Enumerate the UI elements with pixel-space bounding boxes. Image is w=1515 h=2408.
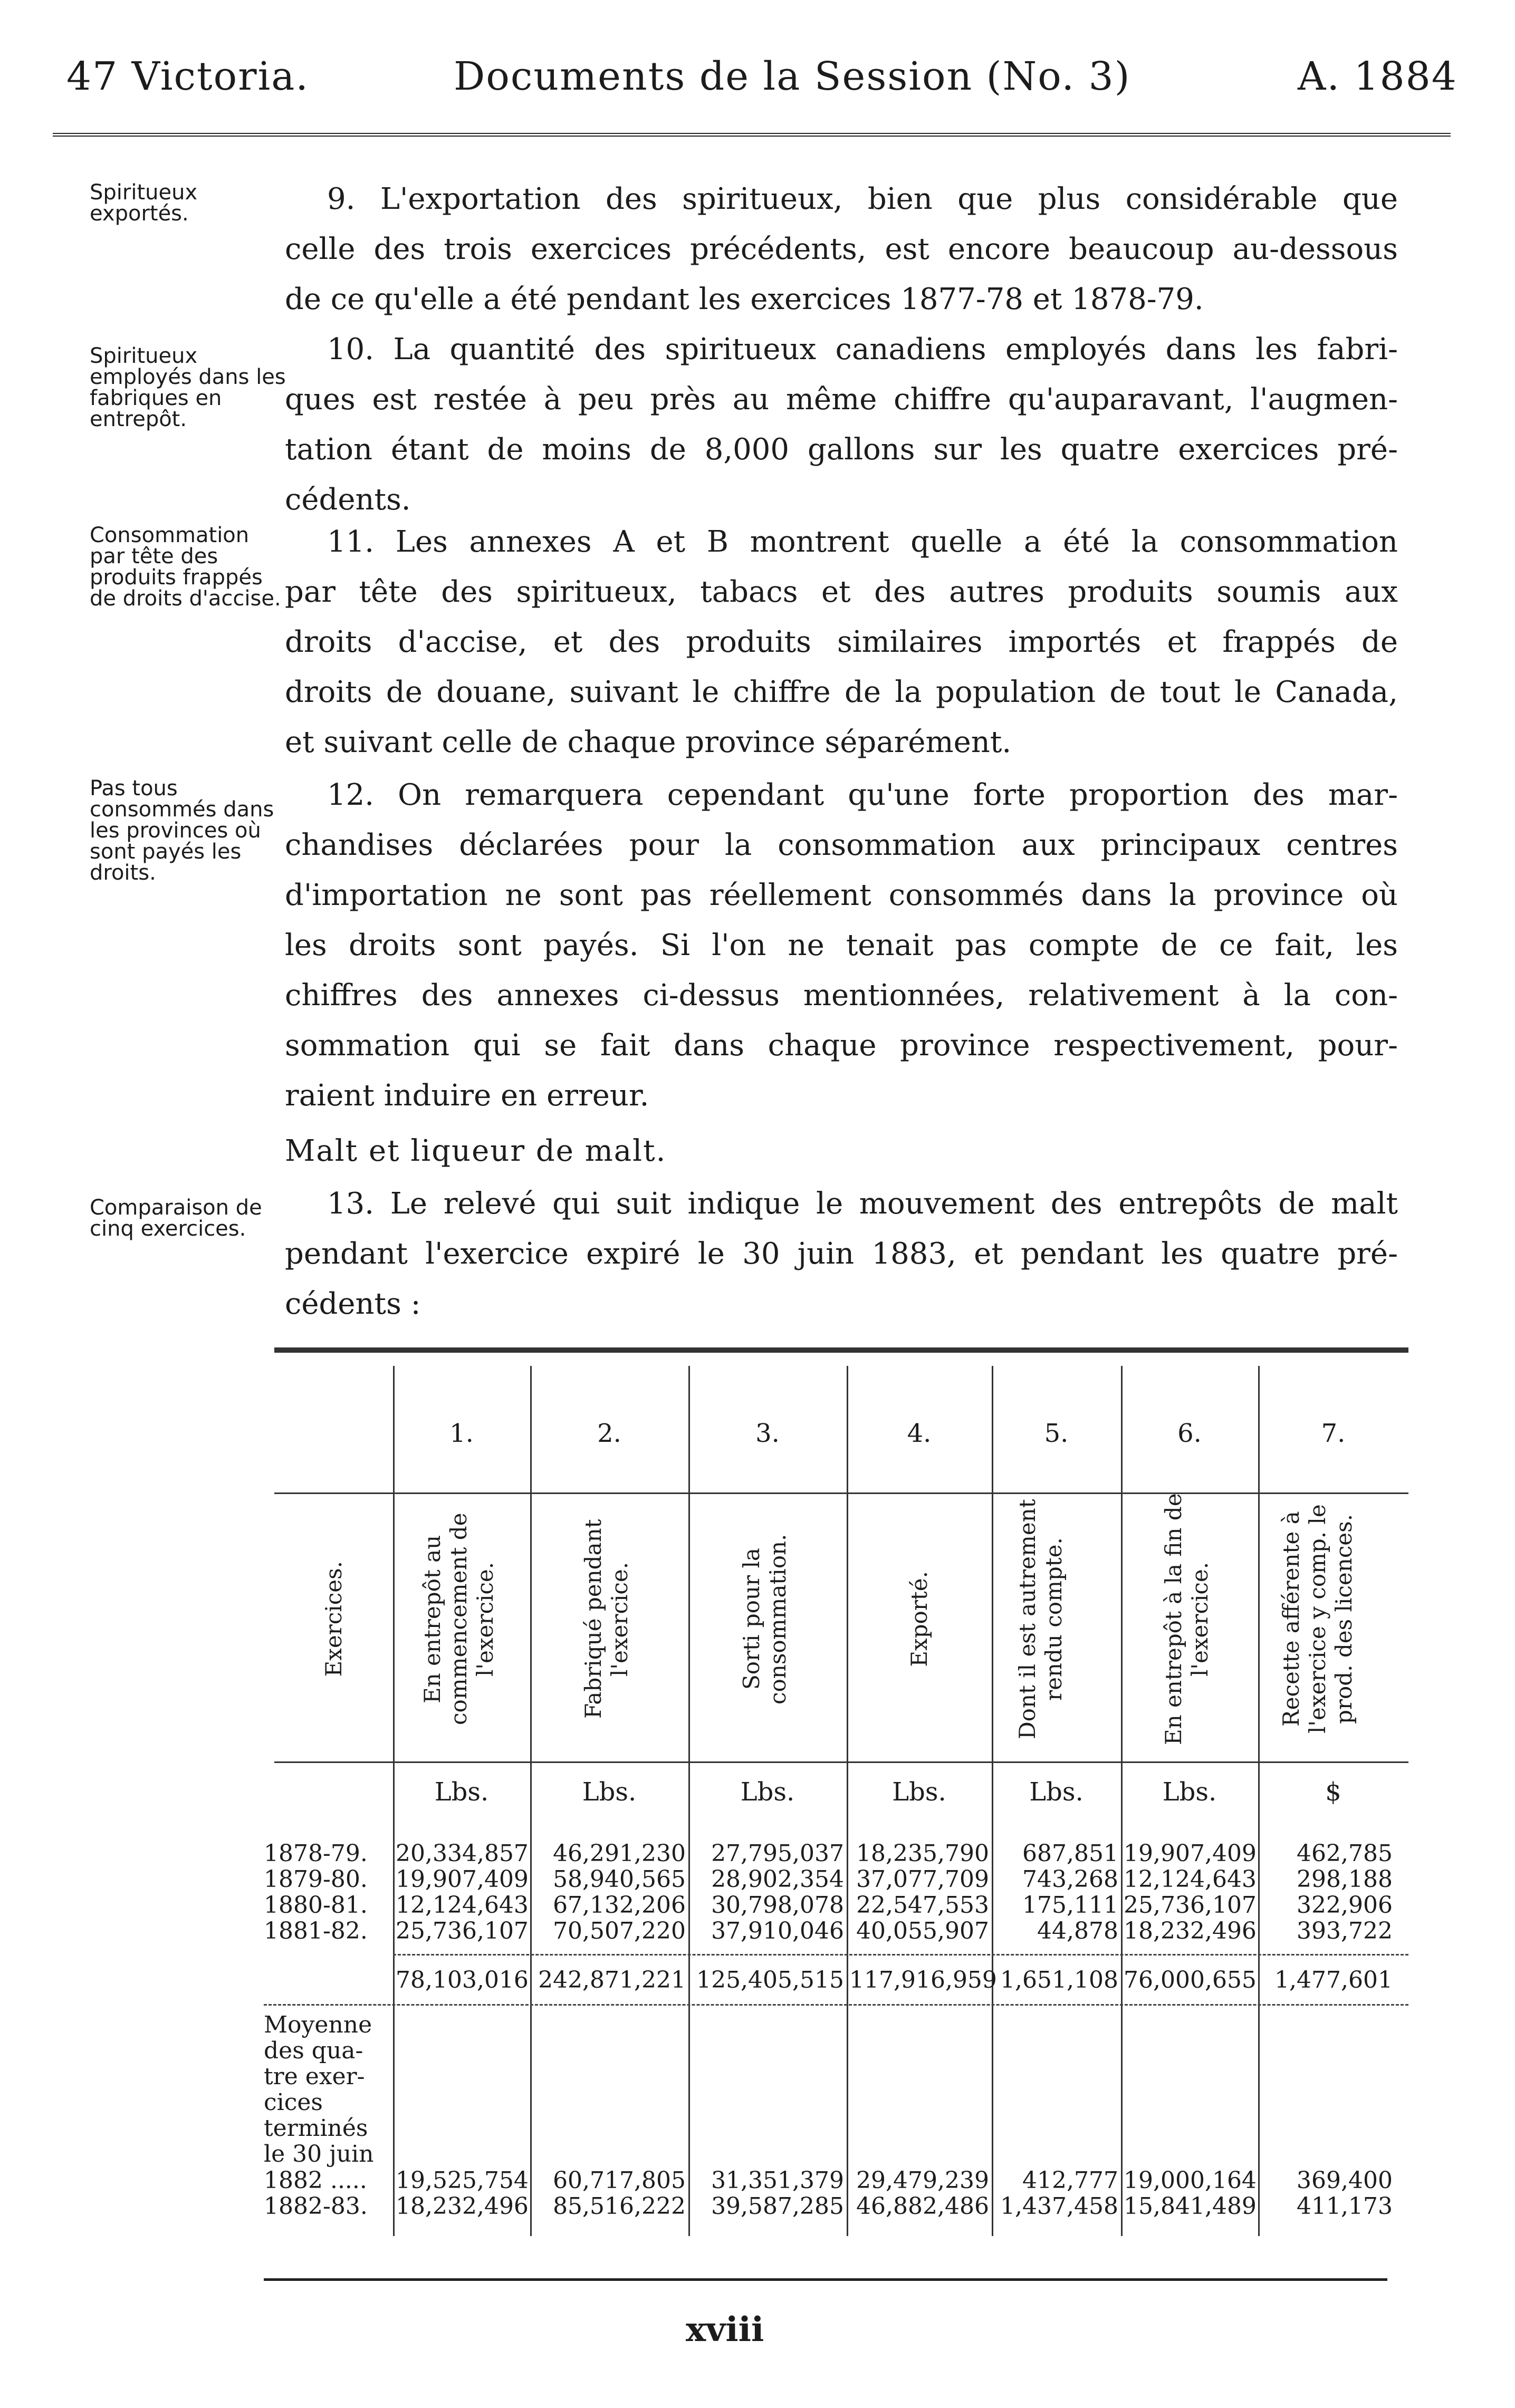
column-header-cell [1121, 1492, 1258, 1746]
column-number: 6. [1177, 1419, 1202, 1448]
average-label-line: cices [264, 2089, 323, 2116]
table-cell: 18,235,790 [856, 1840, 989, 1867]
table-cell: 12,124,643 [1124, 1866, 1257, 1893]
average-cell: 31,351,379 [711, 2167, 844, 2194]
column-header-cell [530, 1492, 688, 1746]
table-cell: 687,851 [1022, 1840, 1118, 1867]
table-cell: 46,882,486 [856, 2193, 989, 2220]
average-label-line: Moyenne [264, 2011, 372, 2038]
average-cell: 29,479,239 [856, 2167, 989, 2194]
unit-label: Lbs. [582, 1777, 637, 1807]
table-rule [264, 2004, 1408, 2006]
paragraph-12 [285, 770, 1398, 1121]
header-center: Documents de la Session (No. 3) [454, 54, 1131, 99]
average-cell: 19,525,754 [396, 2167, 529, 2194]
table-cell: 39,587,285 [711, 2193, 844, 2220]
paragraph-line: 12. On remarquera cependant qu'une forte proportion des mar- [327, 778, 1398, 812]
column-header-cell [688, 1492, 847, 1746]
column-header: Sorti pour la consommation. [739, 1534, 791, 1704]
row-label: 1878-79. [264, 1840, 368, 1867]
average-cell: 369,400 [1297, 2167, 1393, 2194]
paragraph-line: tation étant de moins de 8,000 gallons sur les quatre exercices pré- [285, 432, 1398, 467]
table-cell: 28,902,354 [711, 1866, 844, 1893]
row-label: 1880-81. [264, 1892, 368, 1919]
table-cell: 175,111 [1022, 1892, 1118, 1919]
column-header-cell [393, 1492, 530, 1746]
header-right: A. 1884 [1298, 54, 1458, 99]
table-cell: 18,232,496 [1124, 1918, 1257, 1944]
margin-note-spiritueux-exportes: Spiritueux exportés. [90, 180, 198, 226]
paragraph-13 [285, 1179, 1398, 1329]
column-header: En entrepôt au commencement de l'exercice. [419, 1513, 498, 1726]
header-rule [53, 133, 1451, 137]
margin-note-consommation: Consommation par tête des produits frappés de droits d'accise. [90, 523, 281, 611]
table-cell: 25,736,107 [396, 1918, 529, 1944]
unit-label: $ [1325, 1777, 1341, 1807]
table-cell: 46,291,230 [553, 1840, 686, 1867]
total-cell: 117,916,959 [849, 1967, 997, 1993]
table-cell: 15,841,489 [1124, 2193, 1257, 2220]
table-cell: 298,188 [1297, 1866, 1393, 1893]
column-number: 7. [1321, 1419, 1346, 1448]
average-label-line: terminés [264, 2115, 368, 2142]
column-number: 3. [755, 1419, 780, 1448]
paragraph-line: de ce qu'elle a été pendant les exercices 1877-78 et 1878-79. [285, 282, 1204, 316]
table-cell: 322,906 [1297, 1892, 1393, 1919]
table-cell: 18,232,496 [396, 2193, 529, 2220]
total-cell: 1,651,108 [1000, 1967, 1118, 1993]
paragraph-line: chandises déclarées pour la consommation aux principaux centres [285, 828, 1398, 862]
total-cell: 125,405,515 [696, 1967, 844, 1993]
unit-label: Lbs. [434, 1777, 489, 1807]
row-label: 1881-82. [264, 1918, 368, 1944]
column-header: Exercices. [320, 1561, 347, 1677]
column-header-cell [1258, 1492, 1408, 1746]
row-label: 1882-83. [264, 2193, 368, 2220]
table-cell: 40,055,907 [856, 1918, 989, 1944]
average-label-line: tre exer- [264, 2063, 365, 2090]
unit-label: Lbs. [1029, 1777, 1083, 1807]
paragraph-line: droits d'accise, et des produits similaires importés et frappés de [285, 625, 1398, 659]
paragraph-line: pendant l'exercice expiré le 30 juin 1883, et pendant les quatre pré- [285, 1237, 1398, 1271]
paragraph-line: droits de douane, suivant le chiffre de la population de tout le Canada, [285, 675, 1398, 709]
paragraph-line: les droits sont payés. Si l'on ne tenait pas compte de ce fait, les [285, 928, 1398, 962]
table-cell: 58,940,565 [553, 1866, 686, 1893]
paragraph-line: 10. La quantité des spiritueux canadiens employés dans les fabri- [327, 332, 1398, 367]
table-cell: 1,437,458 [1000, 2193, 1118, 2220]
row-label: 1879-80. [264, 1866, 368, 1893]
column-header: En entrepôt à la fin de l'exercice. [1161, 1493, 1213, 1745]
table-rule [393, 1954, 1408, 1956]
table-cell: 37,077,709 [856, 1866, 989, 1893]
table-cell: 19,907,409 [396, 1866, 529, 1893]
table-cell: 85,516,222 [553, 2193, 686, 2220]
margin-note-spiritueux-employes: Spiritueux employés dans les fabriques en entrepôt. [90, 344, 286, 431]
table-cell: 70,507,220 [553, 1918, 686, 1944]
table-cell: 20,334,857 [396, 1840, 529, 1867]
paragraph-line: cédents : [285, 1287, 421, 1321]
paragraph-line: ques est restée à peu près au même chiffre qu'auparavant, l'augmen- [285, 382, 1398, 417]
column-header: Exporté. [906, 1571, 932, 1667]
table-cell: 30,798,078 [711, 1892, 844, 1919]
table-cell: 22,547,553 [856, 1892, 989, 1919]
table-cell: 12,124,643 [396, 1892, 529, 1919]
average-cell: 60,717,805 [553, 2167, 686, 2194]
table-rule [274, 1761, 1408, 1763]
header-left: 47 Victoria. [66, 54, 309, 99]
total-cell: 1,477,601 [1274, 1967, 1393, 1993]
unit-label: Lbs. [740, 1777, 795, 1807]
column-number: 5. [1044, 1419, 1069, 1448]
table-cell: 743,268 [1022, 1866, 1118, 1893]
column-number: 2. [597, 1419, 621, 1448]
total-cell: 242,871,221 [538, 1967, 686, 1993]
paragraph-line: 13. Le relevé qui suit indique le mouvement des entrepôts de malt [327, 1187, 1398, 1221]
column-header: Recette afférente à l'exercice y comp. le prod. des licences. [1278, 1504, 1357, 1734]
row-label: 1882 ..... [264, 2167, 367, 2194]
unit-label: Lbs. [1162, 1777, 1217, 1807]
column-number: 1. [449, 1419, 474, 1448]
table-cell: 393,722 [1297, 1918, 1393, 1944]
paragraph-9 [285, 174, 1398, 324]
column-header: Dont il est autrement rendu compte. [1014, 1499, 1067, 1739]
paragraph-line: d'importation ne sont pas réellement consommés dans la province où [285, 878, 1398, 912]
column-number: 4. [907, 1419, 932, 1448]
margin-note-comparaison: Comparaison de cinq exercices. [90, 1196, 262, 1241]
paragraph-line: raient induire en erreur. [285, 1078, 649, 1113]
table-top-rule [274, 1347, 1408, 1353]
paragraph-line: 9. L'exportation des spiritueux, bien que plus considérable que [327, 182, 1398, 216]
table-cell: 44,878 [1037, 1918, 1118, 1944]
column-header-cell [274, 1492, 393, 1746]
paragraph-line: celle des trois exercices précédents, est encore beaucoup au-dessous [285, 232, 1398, 266]
total-cell: 76,000,655 [1124, 1967, 1257, 1993]
unit-label: Lbs. [892, 1777, 946, 1807]
table-cell: 37,910,046 [711, 1918, 844, 1944]
paragraph-10 [285, 324, 1398, 525]
column-header-cell [847, 1492, 992, 1746]
paragraph-line: 11. Les annexes A et B montrent quelle a été la consommation [327, 525, 1398, 559]
page-number: xviii [686, 2310, 764, 2349]
average-label-line: des qua- [264, 2037, 363, 2064]
table-cell: 67,132,206 [553, 1892, 686, 1919]
column-header-cell [992, 1492, 1121, 1746]
paragraph-line: chiffres des annexes ci-dessus mentionnées, relativement à la con- [285, 978, 1398, 1013]
paragraph-line: et suivant celle de chaque province séparément. [285, 725, 1012, 759]
average-cell: 19,000,164 [1124, 2167, 1257, 2194]
paragraph-line: cédents. [285, 483, 411, 517]
column-header: Fabriqué pendant l'exercice. [580, 1519, 632, 1719]
table-cell: 25,736,107 [1124, 1892, 1257, 1919]
average-label-line: le 30 juin [264, 2141, 374, 2168]
margin-note-pas-tous-consommes: Pas tous consommés dans les provinces où sont payés les droits. [90, 776, 274, 885]
paragraph-line: sommation qui se fait dans chaque province respectivement, pour- [285, 1028, 1398, 1063]
paragraph-line: par tête des spiritueux, tabacs et des autres produits soumis aux [285, 575, 1398, 609]
section-title: Malt et liqueur de malt. [285, 1134, 667, 1168]
table-cell: 411,173 [1297, 2193, 1393, 2220]
table-cell: 27,795,037 [711, 1840, 844, 1867]
total-cell: 78,103,016 [396, 1967, 529, 1993]
paragraph-11 [285, 517, 1398, 767]
table-cell: 462,785 [1297, 1840, 1393, 1867]
average-cell: 412,777 [1022, 2167, 1118, 2194]
average-label [264, 2012, 373, 2167]
table-cell: 19,907,409 [1124, 1840, 1257, 1867]
table-bottom-rule [264, 2278, 1387, 2281]
